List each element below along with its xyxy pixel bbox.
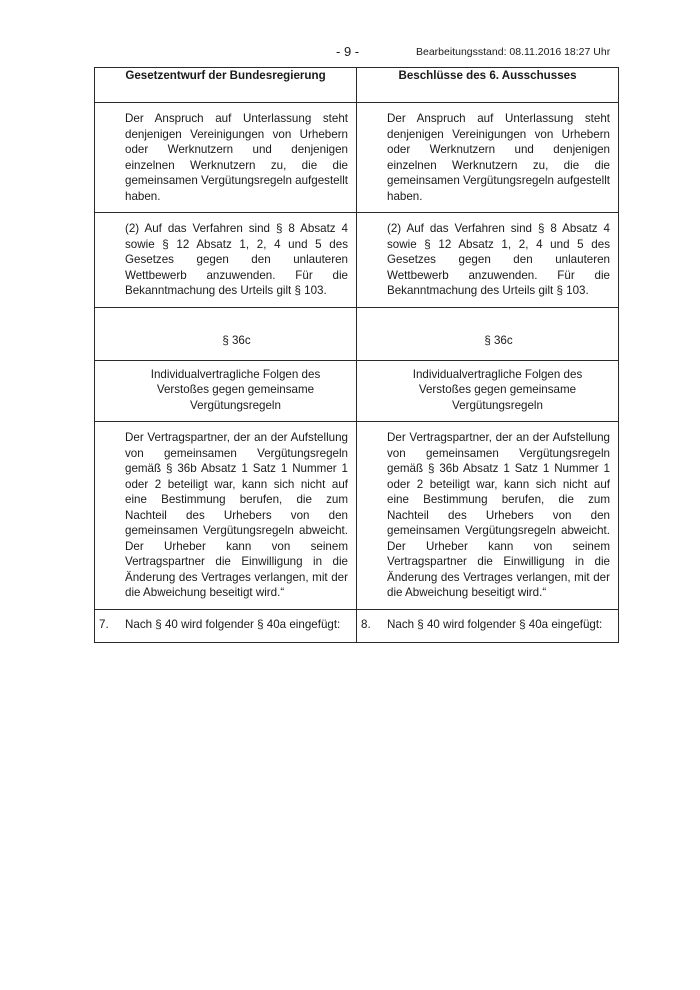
item-number-left: 7. bbox=[99, 617, 109, 631]
table-cell bbox=[95, 213, 357, 308]
table-cell bbox=[95, 307, 357, 360]
procedure-text-left: (2) Auf das Verfahren sind § 8 Absatz 4 sowie § 12 Absatz 1, 2, 4 und 5 des Gesetzes gegen den unlauteren Wettbewerb anzuwenden. Für die Bekanntmachung des Urteils gilt § 103. bbox=[125, 222, 348, 297]
section-number-right: § 36c bbox=[484, 333, 513, 347]
table-cell bbox=[357, 609, 619, 643]
numbered-item-right bbox=[357, 610, 618, 643]
procedure-text-right: (2) Auf das Verfahren sind § 8 Absatz 4 sowie § 12 Absatz 1, 2, 4 und 5 des Gesetzes gegen den unlauteren Wettbewerb anzuwenden. Für die Bekanntmachung des Urteils gilt § 103. bbox=[387, 222, 610, 297]
section-number-left: § 36c bbox=[222, 333, 251, 347]
edit-status: Bearbeitungsstand: 08.11.2016 18:27 Uhr bbox=[416, 46, 611, 58]
table-cell bbox=[95, 360, 357, 422]
table-row bbox=[95, 422, 619, 610]
section-title-right: Individualvertragliche Folgen des Verstoßes gegen gemeinsame Vergütungsregeln bbox=[412, 367, 583, 412]
table-cell bbox=[95, 609, 357, 643]
section-body-left: Der Vertragspartner, der an der Aufstellung von gemeinsamen Vergütungsregeln gemäß § 36b Absatz 1 Satz 1 Nummer 1 oder 2 beteiligt war, kann sich nicht auf eine Bestimmung berufen, die zum Nachteil des Urhebers von den gemeinsamen Vergütungsregeln abweicht. Der Urheber kann von seinem Vertragspartner die Einwilligung in die Änderung des Vertrages verlangen, mit der die Abweichung beseitigt wird.“ bbox=[125, 431, 348, 599]
claim-text-left: Der Anspruch auf Unterlassung steht denjenigen Vereinigungen von Urhebern oder Werknutzern und denjenigen einzelnen Werknutzern zu, die die gemeinsamen Vergütungsregeln aufgestellt haben. bbox=[125, 112, 349, 203]
claim-text-right: Der Anspruch auf Unterlassung steht denjenigen Vereinigungen von Urhebern oder Werknutzern und denjenigen einzelnen Werknutzern zu, die die gemeinsamen Vergütungsregeln aufgestellt haben. bbox=[387, 112, 611, 203]
table-row bbox=[95, 307, 619, 360]
table-row bbox=[95, 609, 619, 643]
item-text-left: Nach § 40 wird folgender § 40a eingefügt: bbox=[125, 617, 341, 631]
table-row bbox=[95, 360, 619, 422]
table-cell bbox=[95, 422, 357, 610]
item-number-right: 8. bbox=[361, 617, 371, 631]
table-cell bbox=[357, 307, 619, 360]
item-text-right: Nach § 40 wird folgender § 40a eingefügt: bbox=[387, 617, 603, 631]
table-cell bbox=[357, 360, 619, 422]
table-row bbox=[95, 213, 619, 308]
page-number: - 9 - bbox=[336, 44, 360, 59]
column-header-government-draft: Gesetzentwurf der Bundesregierung bbox=[95, 68, 357, 103]
table-cell bbox=[357, 422, 619, 610]
section-body-right: Der Vertragspartner, der an der Aufstellung von gemeinsamen Vergütungsregeln gemäß § 36b Absatz 1 Satz 1 Nummer 1 oder 2 beteiligt war, kann sich nicht auf eine Bestimmung berufen, die zum Nachteil des Urhebers von den gemeinsamen Vergütungsregeln abweicht. Der Urheber kann von seinem Vertragspartner die Einwilligung in die Änderung des Vertrages verlangen, mit der die Abweichung beseitigt wird.“ bbox=[387, 431, 610, 599]
synopsis-table bbox=[94, 67, 619, 643]
table-cell bbox=[95, 103, 357, 213]
table-row bbox=[95, 103, 619, 213]
numbered-item-left bbox=[95, 610, 356, 643]
table-cell bbox=[357, 213, 619, 308]
section-title-left: Individualvertragliche Folgen des Verstoßes gegen gemeinsame Vergütungsregeln bbox=[150, 367, 321, 412]
table-cell bbox=[357, 103, 619, 213]
column-header-row bbox=[95, 68, 619, 103]
column-header-committee-decisions: Beschlüsse des 6. Ausschusses bbox=[357, 68, 619, 103]
